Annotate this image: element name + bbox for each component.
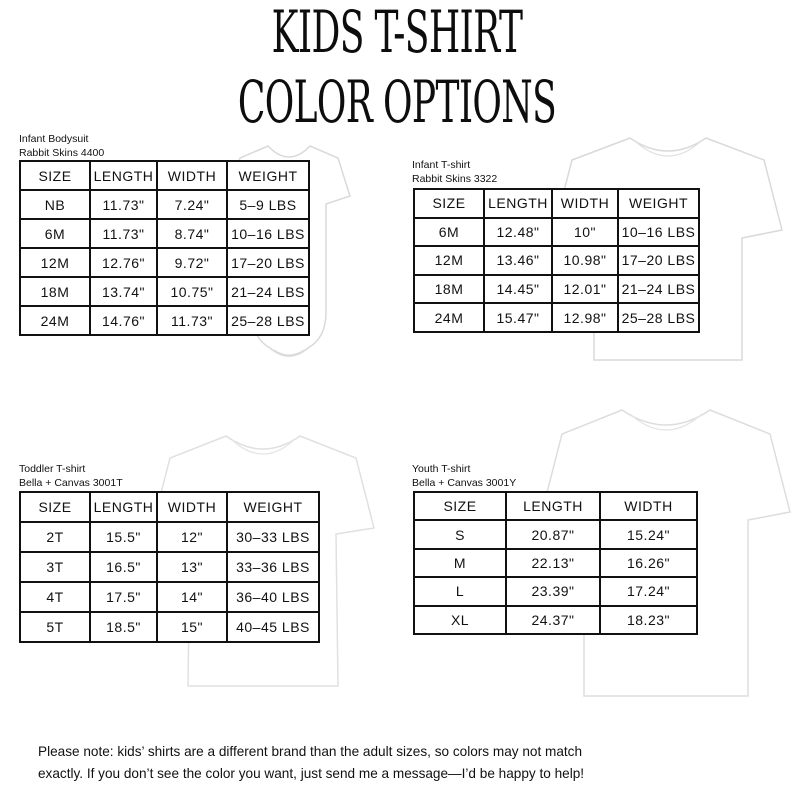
toddler-tshirt-size-table xyxy=(19,491,320,643)
table-cell: 17.24" xyxy=(600,577,697,605)
toddler-tshirt-model: Bella + Canvas 3001T xyxy=(19,477,123,489)
table-cell: 10–16 LBS xyxy=(227,219,309,248)
table-cell: L xyxy=(414,577,506,605)
table-cell: 17–20 LBS xyxy=(227,248,309,277)
table-cell: 6M xyxy=(20,219,90,248)
table-cell: 10–16 LBS xyxy=(618,218,699,247)
table-header-cell: WEIGHT xyxy=(618,189,699,218)
table-cell: S xyxy=(414,520,506,548)
toddler-tshirt-title: Toddler T-shirt xyxy=(19,463,86,475)
youth-tshirt-model: Bella + Canvas 3001Y xyxy=(412,477,517,489)
table-cell: 20.87" xyxy=(506,520,600,548)
page-title-line-1: KIDS T-SHIRT xyxy=(271,0,523,66)
table-cell: 5T xyxy=(20,612,90,642)
table-cell: 23.39" xyxy=(506,577,600,605)
table-header-row xyxy=(414,189,699,218)
table-cell: 9.72" xyxy=(157,248,227,277)
table-cell: M xyxy=(414,549,506,577)
table-header-cell: LENGTH xyxy=(484,189,552,218)
table-cell: 33–36 LBS xyxy=(227,552,319,582)
page-title-line-2: COLOR OPTIONS xyxy=(237,68,557,136)
table-row xyxy=(414,606,697,634)
table-header-cell: WIDTH xyxy=(600,492,697,520)
table-cell: 10" xyxy=(552,218,618,247)
table-cell: 12M xyxy=(20,248,90,277)
table-cell: 2T xyxy=(20,522,90,552)
table-cell: 15.5" xyxy=(90,522,157,552)
table-row xyxy=(20,582,319,612)
infant-bodysuit-size-table xyxy=(19,160,310,336)
table-row xyxy=(414,549,697,577)
table-cell: XL xyxy=(414,606,506,634)
table-row xyxy=(20,190,309,219)
table-cell: 5–9 LBS xyxy=(227,190,309,219)
table-cell: 21–24 LBS xyxy=(227,277,309,306)
table-cell: 11.73" xyxy=(90,190,157,219)
table-cell: 16.5" xyxy=(90,552,157,582)
table-cell: 25–28 LBS xyxy=(227,306,309,335)
table-cell: NB xyxy=(20,190,90,219)
table-cell: 15.24" xyxy=(600,520,697,548)
table-cell: 15.47" xyxy=(484,303,552,332)
table-header-row xyxy=(20,492,319,522)
table-cell: 16.26" xyxy=(600,549,697,577)
table-cell: 12M xyxy=(414,246,484,275)
table-cell: 18.23" xyxy=(600,606,697,634)
table-cell: 14" xyxy=(157,582,227,612)
infant-tshirt-title: Infant T-shirt xyxy=(412,159,471,171)
table-header-cell: LENGTH xyxy=(90,161,157,190)
infant-bodysuit-caption xyxy=(19,132,104,160)
table-cell: 3T xyxy=(20,552,90,582)
table-header-cell: SIZE xyxy=(20,492,90,522)
table-cell: 6M xyxy=(414,218,484,247)
table-header-cell: SIZE xyxy=(20,161,90,190)
table-row xyxy=(414,520,697,548)
table-row xyxy=(414,275,699,304)
disclaimer-note xyxy=(38,741,758,785)
table-header-cell: SIZE xyxy=(414,189,484,218)
table-header-row xyxy=(414,492,697,520)
table-cell: 12.01" xyxy=(552,275,618,304)
table-header-cell: LENGTH xyxy=(506,492,600,520)
table-row xyxy=(414,577,697,605)
table-row xyxy=(20,552,319,582)
table-cell: 18.5" xyxy=(90,612,157,642)
table-row xyxy=(20,277,309,306)
table-header-cell: WIDTH xyxy=(157,161,227,190)
table-cell: 21–24 LBS xyxy=(618,275,699,304)
table-cell: 11.73" xyxy=(90,219,157,248)
table-cell: 12.98" xyxy=(552,303,618,332)
table-row xyxy=(414,218,699,247)
table-cell: 36–40 LBS xyxy=(227,582,319,612)
table-header-cell: WEIGHT xyxy=(227,492,319,522)
table-header-cell: WIDTH xyxy=(552,189,618,218)
table-cell: 18M xyxy=(20,277,90,306)
disclaimer-line-2: exactly. If you don’t see the color you want, just send me a message—I’d be happy to help! xyxy=(38,766,585,781)
table-cell: 40–45 LBS xyxy=(227,612,319,642)
infant-tshirt-model: Rabbit Skins 3322 xyxy=(412,173,498,185)
table-cell: 24M xyxy=(414,303,484,332)
table-header-cell: SIZE xyxy=(414,492,506,520)
table-cell: 12.48" xyxy=(484,218,552,247)
table-cell: 4T xyxy=(20,582,90,612)
table-cell: 10.75" xyxy=(157,277,227,306)
table-cell: 13.46" xyxy=(484,246,552,275)
toddler-tshirt-caption xyxy=(19,462,123,490)
table-row xyxy=(20,522,319,552)
table-cell: 30–33 LBS xyxy=(227,522,319,552)
table-cell: 13" xyxy=(157,552,227,582)
table-row xyxy=(20,306,309,335)
infant-bodysuit-title: Infant Bodysuit xyxy=(19,133,89,145)
table-cell: 24.37" xyxy=(506,606,600,634)
table-cell: 14.45" xyxy=(484,275,552,304)
table-cell: 17.5" xyxy=(90,582,157,612)
table-cell: 7.24" xyxy=(157,190,227,219)
table-cell: 8.74" xyxy=(157,219,227,248)
table-cell: 13.74" xyxy=(90,277,157,306)
table-cell: 17–20 LBS xyxy=(618,246,699,275)
table-row xyxy=(414,246,699,275)
disclaimer-line-1: Please note: kids’ shirts are a different brand than the adult sizes, so colors may not match xyxy=(38,744,583,759)
table-header-cell: WEIGHT xyxy=(227,161,309,190)
youth-tshirt-title: Youth T-shirt xyxy=(412,463,471,475)
table-row xyxy=(20,248,309,277)
youth-tshirt-size-table xyxy=(413,491,698,635)
infant-tshirt-size-table xyxy=(413,188,700,333)
table-row xyxy=(20,612,319,642)
table-header-row xyxy=(20,161,309,190)
table-cell: 25–28 LBS xyxy=(618,303,699,332)
table-cell: 11.73" xyxy=(157,306,227,335)
infant-tshirt-caption xyxy=(412,158,497,186)
youth-tshirt-caption xyxy=(412,462,516,490)
table-cell: 15" xyxy=(157,612,227,642)
table-cell: 22.13" xyxy=(506,549,600,577)
table-cell: 14.76" xyxy=(90,306,157,335)
table-header-cell: LENGTH xyxy=(90,492,157,522)
infant-bodysuit-model: Rabbit Skins 4400 xyxy=(19,147,105,159)
table-cell: 10.98" xyxy=(552,246,618,275)
table-cell: 24M xyxy=(20,306,90,335)
table-cell: 18M xyxy=(414,275,484,304)
table-cell: 12.76" xyxy=(90,248,157,277)
table-cell: 12" xyxy=(157,522,227,552)
table-row xyxy=(414,303,699,332)
table-header-cell: WIDTH xyxy=(157,492,227,522)
table-row xyxy=(20,219,309,248)
